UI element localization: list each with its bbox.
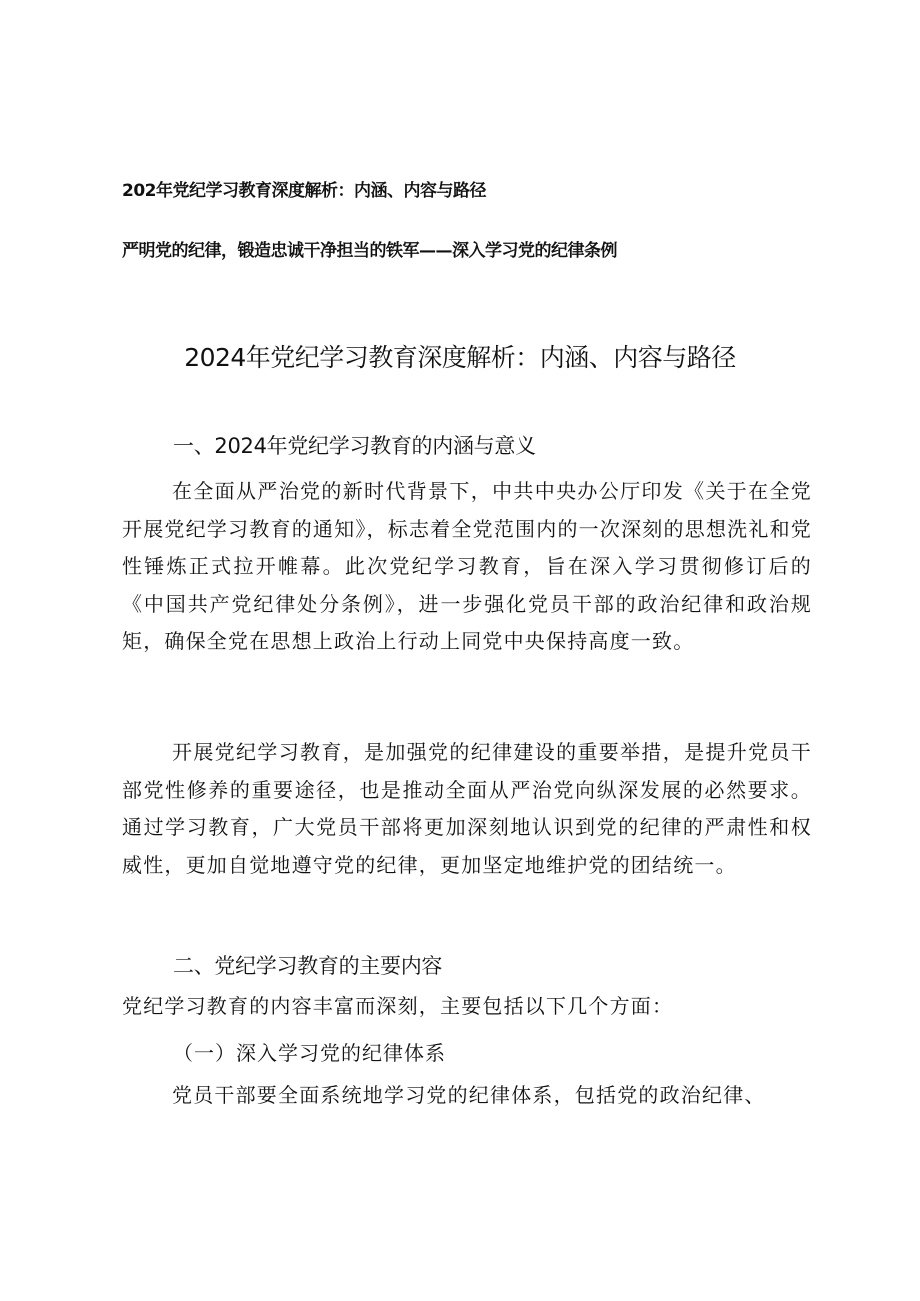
toc-entry-1: 202年党纪学习教育深度解析：内涵、内容与路径 [122,181,486,201]
toc-entry-2: 严明党的纪律，锻造忠诚干净担当的铁军——深入学习党的纪律条例 [122,241,617,261]
section-1-paragraph-2: 开展党纪学习教育，是加强党的纪律建设的重要举措，是提升党员干部党性修养的重要途径，也是推动全面从严治党向纵深发展的必然要求。通过学习教育，广大党员干部将更加深刻地认识到党的纪律的严肃性和权威性，更加自觉地遵守党的纪律，更加坚定地维护党的团结统一。 [122,740,812,877]
section-2-subheading-1: （一）深入学习党的纪律体系 [173,1041,446,1065]
section-2-paragraph-1: 党员干部要全面系统地学习党的纪律体系，包括党的政治纪律、 [172,1083,766,1107]
section-1-heading: 一、2024年党纪学习教育的内涵与意义 [173,434,536,458]
section-2-intro: 党纪学习教育的内容丰富而深刻，主要包括以下几个方面： [122,994,674,1018]
document-title: 2024年党纪学习教育深度解析：内涵、内容与路径 [184,343,736,372]
section-2-heading: 二、党纪学习教育的主要内容 [173,954,443,978]
section-1-paragraph-1: 在全面从严治党的新时代背景下，中共中央办公厅印发《关于在全党开展党纪学习教育的通知》，标志着全党范围内的一次深刻的思想洗礼和党性锤炼正式拉开帷幕。此次党纪学习教育，旨在深入学习贯彻修订后的《中国共产党纪律处分条例》，进一步强化党员干部的政治纪律和政治规矩，确保全党在思想上政治上行动上同党中央保持高度一致。 [122,479,812,653]
